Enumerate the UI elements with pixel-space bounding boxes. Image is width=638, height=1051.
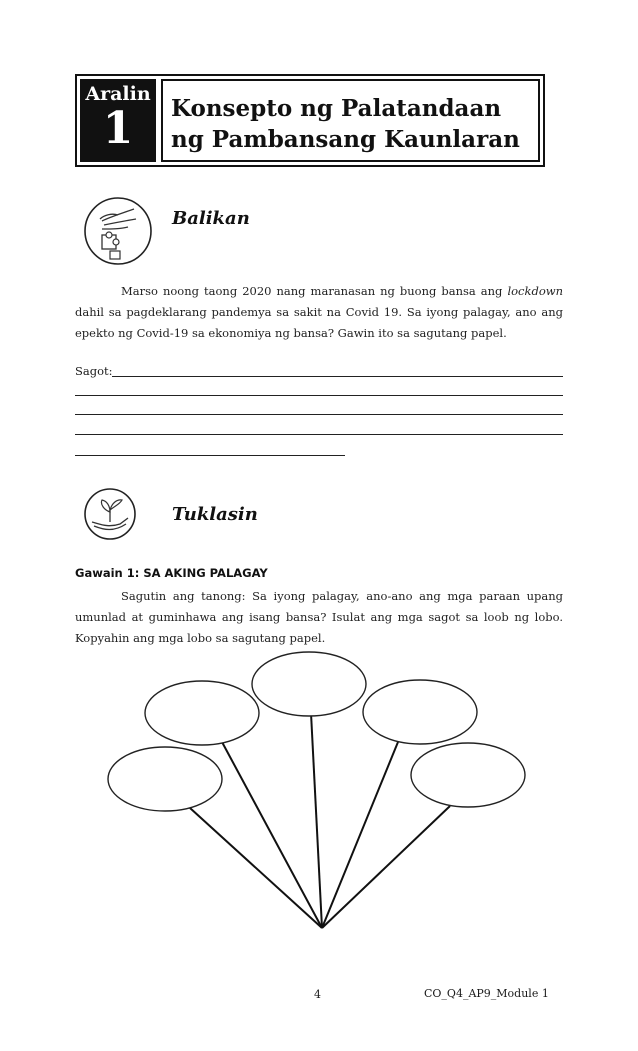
- answer-line[interactable]: [75, 414, 563, 415]
- hand-sprout-icon: [82, 486, 138, 542]
- lesson-header: [75, 74, 545, 167]
- answer-line[interactable]: [75, 395, 563, 396]
- balloon[interactable]: [363, 680, 477, 744]
- balloon-string: [322, 806, 450, 928]
- section-title-tuklasin: Tuklasin: [172, 504, 258, 525]
- answer-line[interactable]: [75, 455, 345, 456]
- answer-label: Sagot:: [75, 364, 113, 378]
- balloon-string: [311, 713, 322, 928]
- lesson-title-line-1: Konsepto ng Palatandaan: [171, 95, 502, 122]
- module-code: CO_Q4_AP9_Module 1: [424, 987, 549, 1000]
- balloon-string: [322, 742, 398, 928]
- balikan-paragraph: Marso noong taong 2020 nang maranasan ng buong bansa ang lockdown dahil sa pagdeklarang pandemya sa sakit na Covid 19. Sa iyong palagay, ano ang epekto ng Covid-19 sa ekonomiya ng bansa? Gawin ito sa sagutang papel.: [75, 284, 563, 340]
- balloon-diagram: [0, 640, 638, 940]
- answer-line[interactable]: [112, 376, 563, 377]
- section-title-balikan: Balikan: [172, 208, 250, 229]
- balloon[interactable]: [411, 743, 525, 807]
- hand-puzzle-icon: [82, 195, 154, 267]
- balloon-string: [222, 742, 322, 928]
- answer-line[interactable]: [75, 434, 563, 435]
- lesson-label: Aralin: [85, 83, 151, 105]
- balloon[interactable]: [108, 747, 222, 811]
- lesson-title-box: [161, 79, 540, 162]
- activity-title: Gawain 1: SA AKING PALAGAY: [75, 566, 268, 580]
- tuklasin-paragraph: Sagutin ang tanong: Sa iyong palagay, ano-ano ang mga paraan upang umunlad at guminhawa ang isang bansa? Isulat ang mga sagot sa loob ng lobo. Kopyahin ang mga lobo sa sagutang papel.: [75, 589, 563, 645]
- page-number: 4: [314, 988, 321, 1001]
- lesson-number: 1: [102, 103, 134, 154]
- balloon[interactable]: [252, 652, 366, 716]
- lesson-title-line-2: ng Pambansang Kaunlaran: [171, 126, 520, 153]
- lesson-number-badge: [80, 79, 156, 162]
- balloon-string: [190, 808, 322, 928]
- balloon[interactable]: [145, 681, 259, 745]
